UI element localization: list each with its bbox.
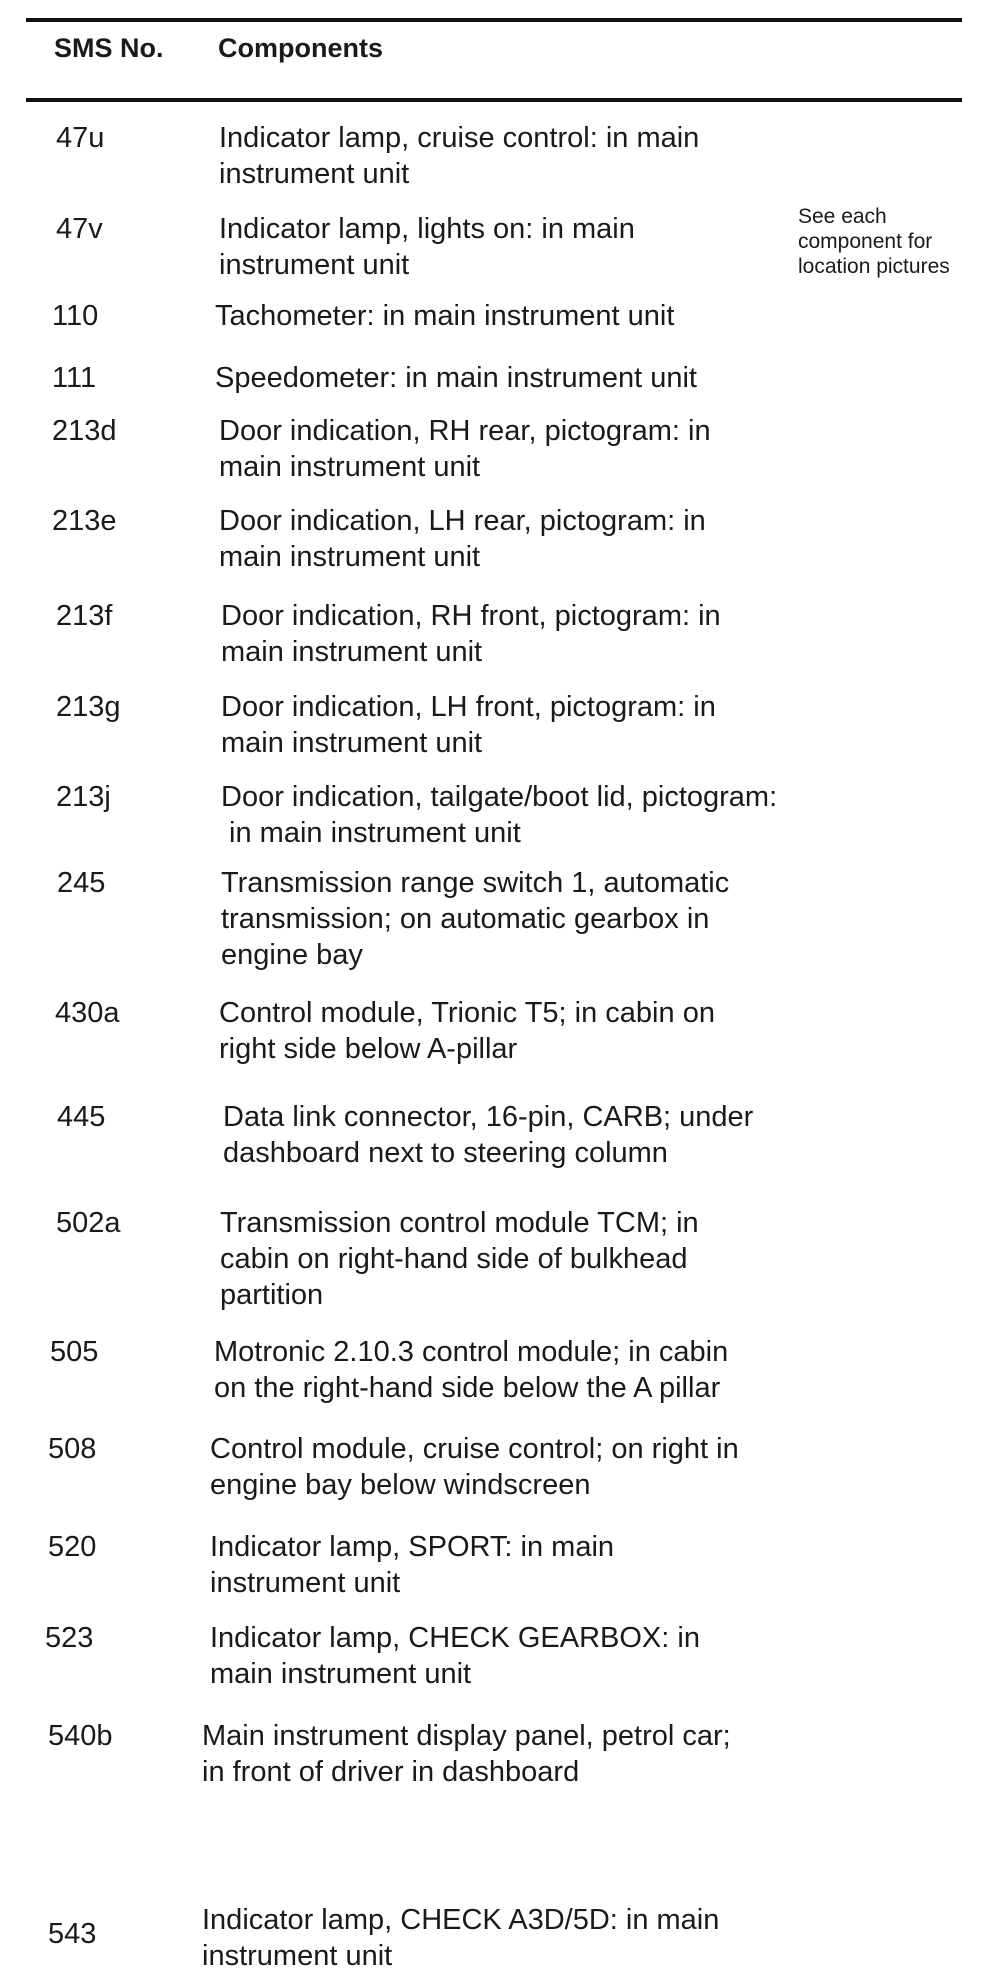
sms-number: 213e — [52, 505, 117, 537]
sms-number: 543 — [48, 1918, 97, 1950]
component-description — [221, 598, 721, 670]
description-line: main instrument unit — [210, 1658, 472, 1690]
description-line: in main instrument unit — [221, 817, 521, 849]
location-note — [798, 204, 950, 279]
top-rule — [26, 18, 962, 22]
sms-number: 213j — [56, 781, 111, 813]
description-line: main instrument unit — [219, 541, 481, 573]
description-line: dashboard next to steering column — [223, 1137, 668, 1169]
description-line: instrument unit — [202, 1940, 393, 1972]
description-line: Main instrument display panel, petrol car; — [202, 1720, 731, 1752]
description-line: Door indication, tailgate/boot lid, pictogram: — [221, 781, 778, 813]
sms-number: 520 — [48, 1531, 97, 1563]
description-line: main instrument unit — [221, 636, 483, 668]
location-note-line: component for — [798, 230, 933, 253]
component-description — [221, 689, 716, 761]
component-description — [219, 413, 711, 485]
location-note-line: See each — [798, 205, 887, 228]
sms-number: 502a — [56, 1207, 121, 1239]
description-line: Transmission range switch 1, automatic — [221, 867, 730, 899]
description-line: in front of driver in dashboard — [202, 1756, 580, 1788]
description-line: engine bay — [221, 939, 363, 971]
description-line: Speedometer: in main instrument unit — [215, 362, 697, 394]
description-line: Indicator lamp, SPORT: in main — [210, 1531, 615, 1563]
description-line: main instrument unit — [221, 727, 483, 759]
component-description — [202, 1902, 719, 1974]
sms-number: 213g — [56, 691, 121, 723]
component-description — [215, 360, 697, 396]
description-line: Tachometer: in main instrument unit — [215, 300, 675, 332]
component-description — [221, 865, 729, 973]
description-line: Indicator lamp, CHECK GEARBOX: in — [210, 1622, 700, 1654]
description-line: Control module, cruise control; on right in — [210, 1433, 739, 1465]
component-description — [202, 1718, 731, 1790]
component-description — [220, 1205, 699, 1313]
header-rule — [26, 98, 962, 102]
sms-number: 523 — [45, 1622, 94, 1654]
description-line: main instrument unit — [219, 451, 481, 483]
description-line: Door indication, RH front, pictogram: in — [221, 600, 721, 632]
description-line: Data link connector, 16-pin, CARB; under — [223, 1101, 754, 1133]
component-description — [223, 1099, 753, 1171]
component-description — [215, 298, 674, 334]
description-line: Door indication, LH front, pictogram: in — [221, 691, 716, 723]
description-line: Door indication, RH rear, pictogram: in — [219, 415, 711, 447]
description-line: Door indication, LH rear, pictogram: in — [219, 505, 706, 537]
component-description — [219, 503, 706, 575]
component-description — [210, 1431, 739, 1503]
description-line: partition — [220, 1279, 324, 1311]
description-line: Transmission control module TCM; in — [220, 1207, 699, 1239]
sms-number: 445 — [57, 1101, 106, 1133]
description-line: engine bay below windscreen — [210, 1469, 591, 1501]
sms-number: 430a — [55, 997, 120, 1029]
description-line: cabin on right-hand side of bulkhead — [220, 1243, 688, 1275]
description-line: Indicator lamp, CHECK A3D/5D: in main — [202, 1904, 720, 1936]
sms-number: 47v — [56, 213, 103, 245]
description-line: instrument unit — [219, 158, 410, 190]
sms-number: 245 — [57, 867, 106, 899]
location-note-line: location pictures — [798, 255, 950, 278]
sms-number: 213f — [56, 600, 113, 632]
description-line: Motronic 2.10.3 control module; in cabin — [214, 1336, 729, 1368]
description-line: instrument unit — [219, 249, 410, 281]
description-line: instrument unit — [210, 1567, 401, 1599]
component-description — [221, 779, 777, 851]
sms-number: 540b — [48, 1720, 113, 1752]
sms-number: 111 — [52, 362, 97, 394]
description-line: Control module, Trionic T5; in cabin on — [219, 997, 715, 1029]
sms-number: 110 — [52, 300, 99, 332]
header-sms-no: SMS No. — [54, 33, 164, 63]
component-description — [214, 1334, 728, 1406]
description-line: on the right-hand side below the A pillar — [214, 1372, 721, 1404]
header-components: Components — [218, 33, 383, 63]
sms-number: 47u — [56, 122, 105, 154]
description-line: right side below A-pillar — [219, 1033, 518, 1065]
component-description — [210, 1620, 700, 1692]
component-description — [219, 120, 699, 192]
description-line: Indicator lamp, cruise control: in main — [219, 122, 700, 154]
sms-number: 505 — [50, 1336, 99, 1368]
description-line: Indicator lamp, lights on: in main — [219, 213, 635, 245]
component-description — [210, 1529, 614, 1601]
sms-number: 213d — [52, 415, 117, 447]
description-line: transmission; on automatic gearbox in — [221, 903, 710, 935]
component-description — [219, 211, 635, 283]
sms-number: 508 — [48, 1433, 97, 1465]
component-description — [219, 995, 715, 1067]
